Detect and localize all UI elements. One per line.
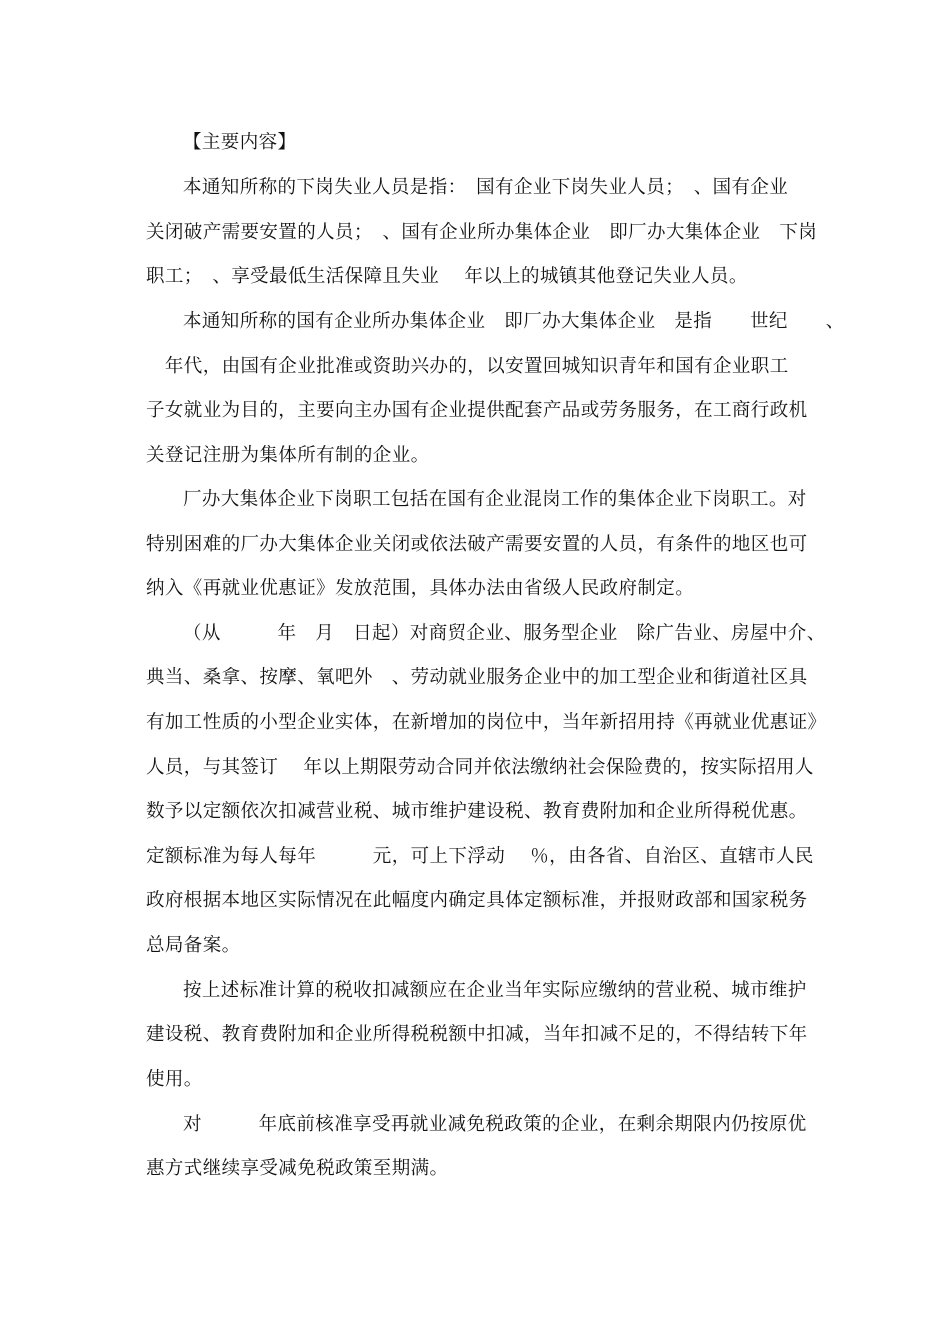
section-heading: 【主要内容】 (183, 132, 297, 153)
paragraph-line: 本通知所称的国有企业所办集体企业 即厂办大集体企业 是指 世纪 、 (183, 311, 845, 332)
paragraph-line: 纳入《再就业优惠证》发放范围，具体办法由省级人民政府制定。 (146, 578, 695, 599)
paragraph-line: 按上述标准计算的税收扣减额应在企业当年实际应缴纳的营业税、城市维护 (183, 980, 807, 1001)
paragraph-line: 关登记注册为集体所有制的企业。 (146, 445, 430, 466)
paragraph-line: 使用。 (146, 1069, 203, 1090)
paragraph-line: 有加工性质的小型企业实体，在新增加的岗位中，当年新招用持《再就业优惠证》 (146, 712, 827, 733)
paragraph-line: 年代，由国有企业批准或资助兴办的，以安置回城知识青年和国有企业职工 (146, 356, 789, 377)
paragraph-line: 对 年底前核准享受再就业减免税政策的企业，在剩余期限内仍按原优 (183, 1114, 807, 1135)
paragraph-line: 子女就业为目的，主要向主办国有企业提供配套产品或劳务服务，在工商行政机 (146, 400, 808, 421)
paragraph-line: （从 年 月 日起）对商贸企业、服务型企业 除广告业、房屋中介、 (183, 623, 826, 644)
paragraph-line: 总局备案。 (146, 935, 241, 956)
paragraph-line: 人员，与其签订 年以上期限劳动合同并依法缴纳社会保险费的，按实际招用人 (146, 757, 814, 778)
paragraph-line: 政府根据本地区实际情况在此幅度内确定具体定额标准，并报财政部和国家税务 (146, 890, 808, 911)
paragraph-line: 厂办大集体企业下岗职工包括在国有企业混岗工作的集体企业下岗职工。对 (183, 489, 807, 510)
paragraph-line: 建设税、教育费附加和企业所得税税额中扣减，当年扣减不足的，不得结转下年 (146, 1024, 808, 1045)
paragraph-line: 惠方式继续享受减免税政策至期满。 (146, 1158, 449, 1179)
paragraph-line: 职工； 、享受最低生活保障且失业 年以上的城镇其他登记失业人员。 (146, 266, 748, 287)
paragraph-line: 数予以定额依次扣减营业税、城市维护建设税、教育费附加和企业所得税优惠。 (146, 801, 808, 822)
paragraph-line: 定额标准为每人每年 元，可上下浮动 ％，由各省、自治区、直辖市人民 (146, 846, 814, 867)
paragraph-line: 典当、桑拿、按摩、氧吧外 、劳动就业服务企业中的加工型企业和街道社区具 (146, 667, 808, 688)
paragraph-line: 关闭破产需要安置的人员； 、国有企业所办集体企业 即厂办大集体企业 下岗 (146, 222, 818, 243)
paragraph-line: 本通知所称的下岗失业人员是指： 国有企业下岗失业人员； 、国有企业 (183, 177, 789, 198)
paragraph-line: 特别困难的厂办大集体企业关闭或依法破产需要安置的人员，有条件的地区也可 (146, 534, 808, 555)
